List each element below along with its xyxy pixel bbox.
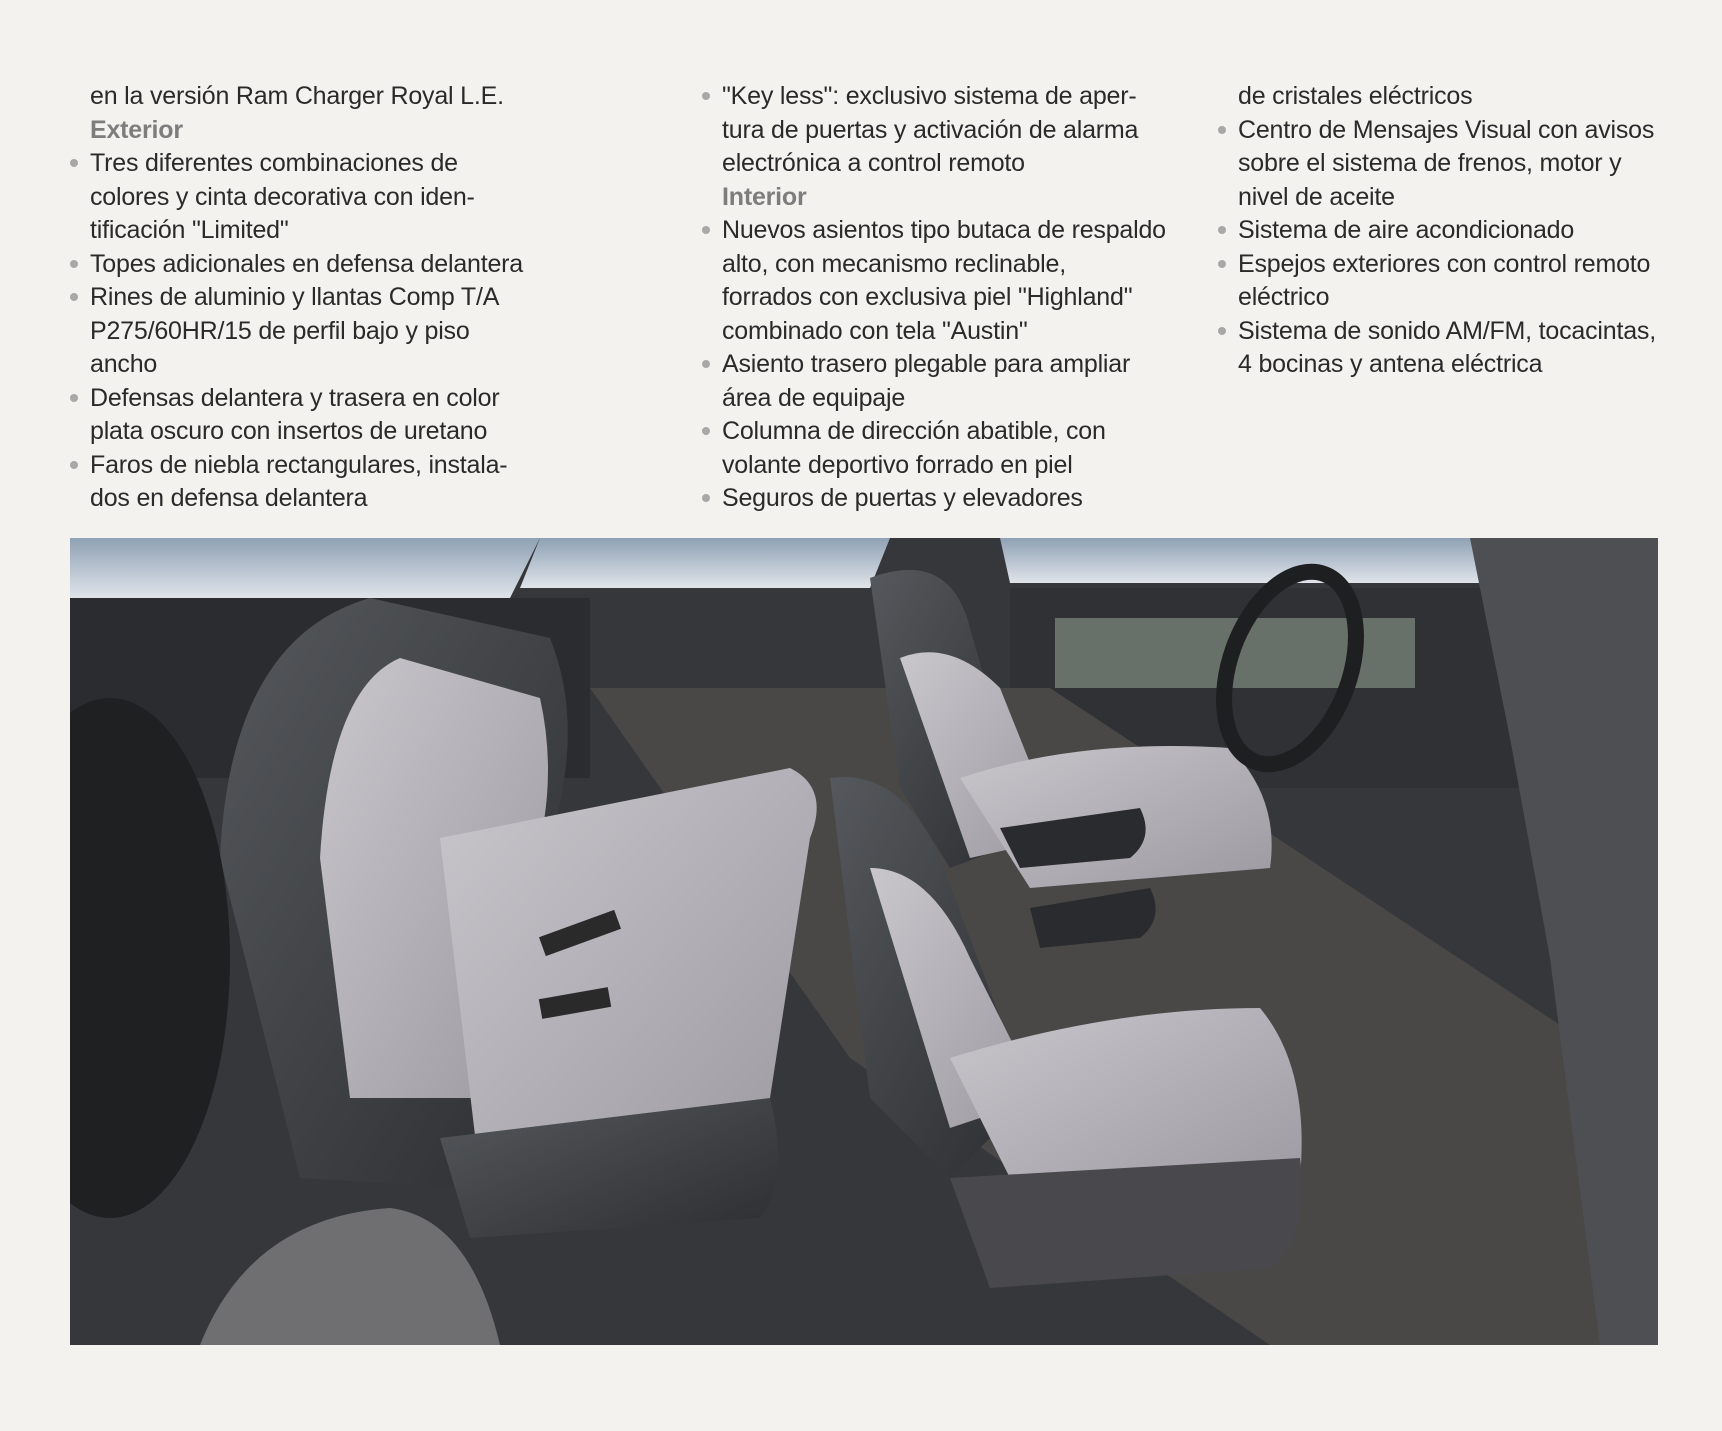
text-line: Topes adicionales en defensa delantera xyxy=(90,249,524,278)
bullet-icon xyxy=(70,461,78,469)
bullet-item xyxy=(68,147,538,248)
bullet-icon xyxy=(70,293,78,301)
text-line: área de equipaje xyxy=(722,383,906,412)
text-line: combinado con tela "Austin" xyxy=(722,316,1028,345)
bullet-item xyxy=(1216,315,1686,382)
text-line: P275/60HR/15 de perfil bajo y piso xyxy=(90,316,470,345)
side-window xyxy=(520,538,890,588)
text-column-3 xyxy=(1216,80,1686,382)
bullet-item xyxy=(68,449,538,516)
text-line: de cristales eléctricos xyxy=(1238,82,1473,110)
bullet-item xyxy=(700,348,1170,415)
bullet-icon xyxy=(702,360,710,368)
text-column-1 xyxy=(68,80,538,516)
rear-window xyxy=(70,538,540,598)
front-window xyxy=(1000,538,1540,583)
paragraph-text xyxy=(1216,80,1686,114)
bullet-icon xyxy=(1218,327,1226,335)
text-line: ancho xyxy=(90,350,158,378)
bullet-item xyxy=(1216,248,1686,315)
bullet-icon xyxy=(702,427,710,435)
bullet-item xyxy=(68,281,538,382)
text-line: colores y cinta decorativa con iden- xyxy=(90,182,475,211)
text-line: Faros de niebla rectangulares, instala- xyxy=(90,450,508,479)
text-line: tura de puertas y activación de alarma xyxy=(722,115,1139,144)
text-column-2 xyxy=(700,80,1170,516)
text-line: Sistema de sonido AM/FM, tocacintas, xyxy=(1238,316,1656,345)
text-line: dos en defensa delantera xyxy=(90,484,368,512)
bullet-icon xyxy=(702,226,710,234)
text-line: Rines de aluminio y llantas Comp T/A xyxy=(90,283,500,311)
text-line: alto, con mecanismo reclinable, xyxy=(722,249,1066,278)
text-line: 4 bocinas y antena eléctrica xyxy=(1238,350,1543,378)
text-line: Seguros de puertas y elevadores xyxy=(722,484,1083,512)
bullet-item xyxy=(1216,214,1686,248)
bullet-icon xyxy=(702,494,710,502)
text-line: Columna de dirección abatible, con xyxy=(722,417,1106,445)
bullet-icon xyxy=(1218,226,1226,234)
bullet-icon xyxy=(1218,260,1226,268)
text-line: nivel de aceite xyxy=(1238,182,1395,211)
bullet-item xyxy=(700,482,1170,516)
bullet-item xyxy=(700,80,1170,181)
section-heading xyxy=(700,181,1170,215)
text-line: Defensas delantera y trasera en color xyxy=(90,383,500,412)
text-line: Interior xyxy=(722,182,807,211)
bullet-item xyxy=(700,214,1170,348)
section-heading xyxy=(68,114,538,148)
bullet-item xyxy=(700,415,1170,482)
interior-photo xyxy=(70,538,1658,1345)
text-line: Espejos exteriores con control remoto xyxy=(1238,249,1651,278)
text-line: plata oscuro con insertos de uretano xyxy=(90,417,488,445)
paragraph-text xyxy=(68,80,538,114)
text-line: Nuevos asientos tipo butaca de respaldo xyxy=(722,216,1166,244)
bullet-icon xyxy=(702,92,710,100)
bullet-icon xyxy=(70,159,78,167)
bullet-item xyxy=(1216,114,1686,215)
text-line: volante deportivo forrado en piel xyxy=(722,450,1073,479)
bullet-item xyxy=(68,248,538,282)
text-line: en la versión Ram Charger Royal L.E. xyxy=(90,82,504,110)
text-line: eléctrico xyxy=(1238,283,1330,311)
text-line: forrados con exclusiva piel "Highland" xyxy=(722,283,1133,311)
bullet-icon xyxy=(1218,126,1226,134)
text-line: electrónica a control remoto xyxy=(722,149,1025,177)
text-line: sobre el sistema de frenos, motor y xyxy=(1238,149,1622,177)
text-line: Tres diferentes combinaciones de xyxy=(90,149,458,177)
text-line: Asiento trasero plegable para ampliar xyxy=(722,350,1131,378)
text-line: Sistema de aire acondicionado xyxy=(1238,216,1575,244)
text-line: Exterior xyxy=(90,115,183,144)
bullet-icon xyxy=(70,260,78,268)
bullet-item xyxy=(68,382,538,449)
text-line: tificación "Limited" xyxy=(90,216,289,244)
text-line: Centro de Mensajes Visual con avisos xyxy=(1238,115,1655,144)
bullet-icon xyxy=(70,394,78,402)
text-line: "Key less": exclusivo sistema de aper- xyxy=(722,82,1137,110)
